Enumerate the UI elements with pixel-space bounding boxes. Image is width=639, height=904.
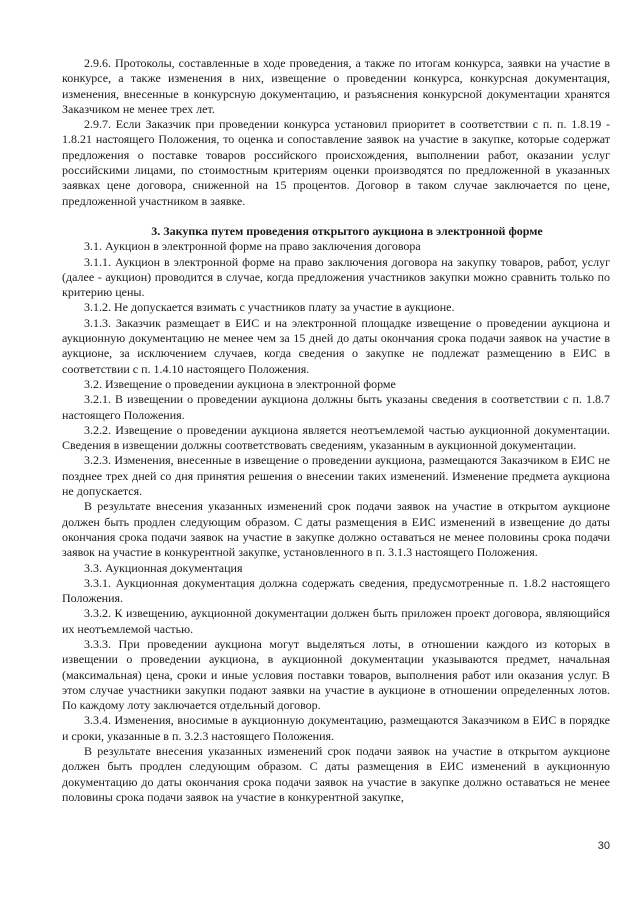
paragraph-3-3-3: 3.3.3. При проведении аукциона могут выделяться лоты, в отношении каждого из которых в извещении о проведении аукциона, в аукционной документации указываются предмет, начальная (максимальная) цена, сроки и иные условия поставки товаров, выполнения работ или оказания услуг. В этом случае участники закупки подают заявки на участие в аукционе в отношении определенных лотов. По каждому лоту заключается отдельный договор. <box>62 636 610 713</box>
paragraph-2-9-7: 2.9.7. Если Заказчик при проведении конкурса установил приоритет в соответствии с п. п. 1.8.19 - 1.8.21 настоящего Положения, то оценка и сопоставление заявок на участие в закупке, которые содержат предложения о поставке товаров российского происхождения, выполнении работ, оказании услуг российскими лицами, по стоимостным критериям оценки производятся по предложенной в указанных заявках цене договора, сниженной на 15 процентов. Договор в таком случае заключается по цене, предложенной участником в заявке. <box>62 117 610 208</box>
page-number: 30 <box>597 840 610 852</box>
paragraph-3-1-2: 3.1.2. Не допускается взимать с участников плату за участие в аукционе. <box>84 300 455 315</box>
paragraph-3-2: 3.2. Извещение о проведении аукциона в электронной форме <box>84 376 396 391</box>
paragraph-3-3-4: 3.3.4. Изменения, вносимые в аукционную документацию, размещаются Заказчиком в ЕИС в порядке и сроки, указанные в п. 3.2.3 настоящего Положения. <box>62 713 610 743</box>
paragraph-3-2-1: 3.2.1. В извещении о проведении аукциона должны быть указаны сведения в соответствии с п. 1.8.7 настоящего Положения. <box>62 392 610 422</box>
paragraph-3-2-2: 3.2.2. Извещение о проведении аукциона является неотъемлемой частью аукционной документации. Сведения в извещении должны соответствовать сведениям, указанным в аукционной документации. <box>62 422 610 453</box>
paragraph-3-3: 3.3. Аукционная документация <box>84 560 243 575</box>
paragraph-2-9-6: 2.9.6. Протоколы, составленные в ходе проведения, а также по итогам конкурса, заявки на участие в конкурсе, а также изменения в них, извещение о проведении конкурса, конкурсная документация, изменения, внесенные в конкурсную документацию, и разъяснения конкурсной документации хранятся Заказчиком не менее трех лет. <box>62 56 610 116</box>
section-gap <box>62 209 610 224</box>
paragraph-3-3-2: 3.3.2. К извещению, аукционной документации должен быть приложен проект договора, являющийся их неотъемлемой частью. <box>62 606 610 636</box>
paragraph-3-1-1: 3.1.1. Аукцион в электронной форме на право заключения договора на закупку товаров, работ, услуг (далее - аукцион) проводится в случае, когда предложения участников закупки можно сравнить только по критерию цены. <box>62 254 610 300</box>
paragraph-3-3-4-extension: В результате внесения указанных изменений срок подачи заявок на участие в открытом аукционе должен быть продлен следующим образом. С даты размещения в ЕИС изменений в аукционную документацию до даты окончания срока подачи заявок на участие в закупке должно оставаться не менее половины срока подачи заявок на участие в конкурентной закупке, <box>62 744 610 804</box>
paragraph-3-1: 3.1. Аукцион в электронной форме на право заключения договора <box>84 239 421 254</box>
paragraph-3-2-3-extension: В результате внесения указанных изменений срок подачи заявок на участие в открытом аукционе должен быть продлен следующим образом. С даты размещения в ЕИС изменений в извещение до даты окончания срока подачи заявок на участие в закупке должно оставаться не менее половины срока подачи заявок на участие в конкурентной закупке, установленного в п. 3.1.3 настоящего Положения. <box>62 499 610 560</box>
document-page <box>62 56 610 805</box>
paragraph-3-1-3: 3.1.3. Заказчик размещает в ЕИС и на электронной площадке извещение о проведении аукциона и аукционную документацию не менее чем за 15 дней до даты окончания срока подачи заявок на участие в аукционе, за исключением случаев, когда сведения о закупке не подлежат размещению в ЕИС в соответствии с п. 1.4.10 настоящего Положения. <box>62 315 610 376</box>
paragraph-3-3-1: 3.3.1. Аукционная документация должна содержать сведения, предусмотренные п. 1.8.2 настоящего Положения. <box>62 575 610 606</box>
paragraph-3-2-3: 3.2.3. Изменения, внесенные в извещение о проведении аукциона, размещаются Заказчиком в ЕИС не позднее трех дней со дня принятия решения о внесении таких изменений. Изменение предмета аукциона не допускается. <box>62 453 610 499</box>
section-heading: 3. Закупка путем проведения открытого аукциона в электронной форме <box>151 223 543 238</box>
